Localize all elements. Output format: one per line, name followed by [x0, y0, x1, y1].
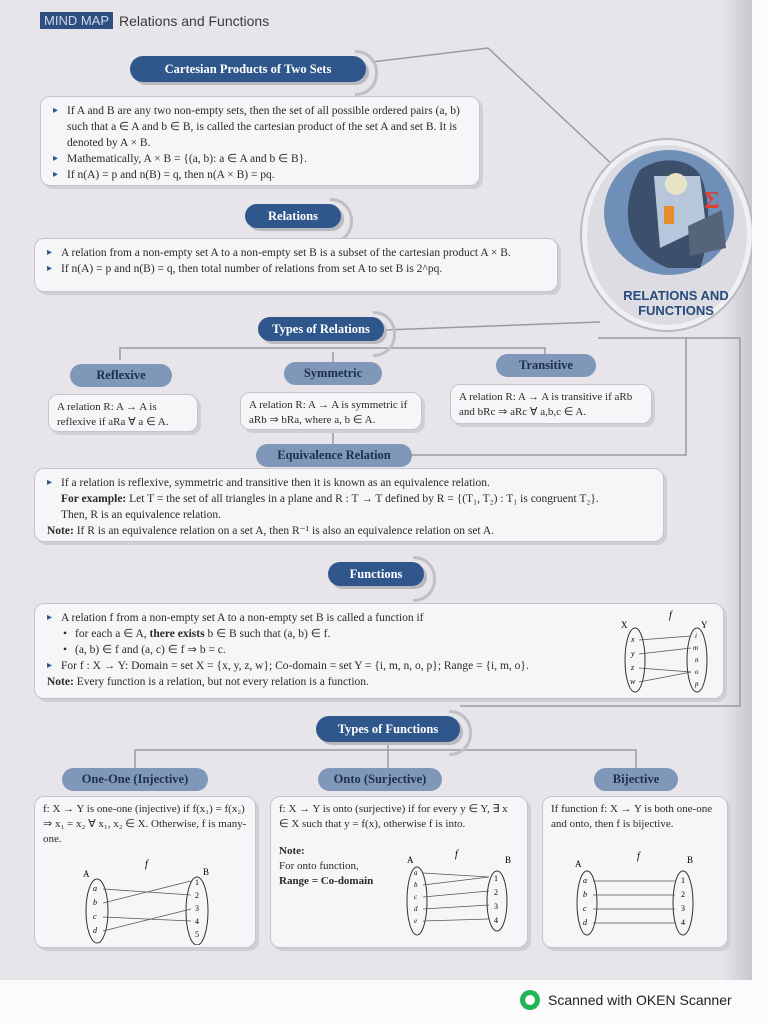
onto-label: Onto (Surjective) [318, 768, 442, 791]
onto-f: f [455, 849, 458, 860]
equivalence-example [47, 491, 651, 507]
condition-1c: b ∈ B such that (a, b) ∈ f. [207, 628, 331, 640]
function-note [47, 674, 617, 690]
function-mapping-diagram [615, 608, 715, 694]
bijective-box [542, 796, 728, 948]
bijective-diagram [571, 849, 701, 939]
on-dom-0: a [414, 869, 418, 877]
functions-heading-text: Functions [349, 567, 403, 581]
example-label: For example: [61, 493, 127, 505]
types-of-functions-heading-text: Types of Functions [337, 722, 439, 736]
diagram-x: X [621, 620, 628, 630]
function-domain-example: ▸ For f : X → Y: Domain = set X = {x, y, z, w}; Co-domain = set Y = {i, m, n, o, p}; Range = {i, m, o}. [47, 658, 617, 674]
oo-dom-2: c [93, 912, 97, 921]
on-cod-2: 3 [494, 902, 498, 911]
oo-cod-0: 1 [195, 878, 199, 887]
note-label: Note: [47, 525, 74, 537]
dom-1: y [631, 649, 635, 658]
condition-1b: there exists [149, 628, 205, 640]
cartesian-count: ▸ If n(A) = p and n(B) = q, then n(A × B) = pq. [53, 167, 467, 183]
onto-diagram [401, 847, 521, 937]
bij-f: f [637, 851, 640, 862]
on-dom-3: d [414, 905, 418, 913]
onto-box [270, 796, 528, 948]
one-one-diagram [79, 857, 219, 945]
example-text: Let T = the set of all triangles in a plane and R : T → T defined by R = {(T₁, T₂) : T₁ is congruent T₂}. [129, 493, 599, 505]
equivalence-conclusion: Then, R is an equivalence relation. [61, 509, 221, 521]
oo-dom-0: a [93, 884, 97, 893]
cod-2: n [695, 656, 699, 664]
function-note-text: Every function is a relation, but not every relation is a function. [76, 676, 369, 688]
types-of-functions-heading [316, 716, 460, 742]
page-title: Relations and Functions [119, 12, 270, 29]
onto-note-label: Note: [279, 845, 305, 857]
one-one-set-a: A [83, 869, 90, 879]
reflexive-box: A relation R: A → A is reflexive if aRa ∀ a ∈ A. [48, 394, 198, 432]
bij-cod-0: 1 [681, 876, 685, 885]
functions-box [34, 603, 724, 699]
function-note-label: Note: [47, 676, 74, 688]
bij-set-b: B [687, 855, 694, 865]
bij-cod-1: 2 [681, 890, 685, 899]
cartesian-products-heading-text: Cartesian Products of Two Sets [164, 62, 332, 76]
function-definition: ▸ A relation f from a non-empty set A to a non-empty set B is called a function if [47, 610, 617, 626]
note-text: If R is an equivalence relation on a set A, then R⁻¹ is also an equivalence relation on set A. [76, 525, 495, 537]
bij-dom-3: d [583, 918, 587, 927]
one-one-set-b: B [203, 867, 210, 877]
onto-definition: f: X → Y is onto (surjective) if for every y ∈ Y, ∃ x ∈ X such that y = f(x), otherwise f is into. [279, 803, 508, 830]
oo-cod-1: 2 [195, 891, 199, 900]
condition-1a: for each a ∈ A, [75, 628, 147, 640]
cartesian-definition: ▸ If A and B are any two non-empty sets, then the set of all possible ordered pairs (a, b) such that a ∈ A and b ∈ B, is called the cartesian product of the set A and set B. It is denoted by A × B. [53, 103, 467, 151]
mind-map-tag: MIND MAP [40, 12, 113, 29]
function-condition-1 [47, 626, 617, 642]
oo-cod-4: 5 [195, 930, 199, 939]
on-cod-3: 4 [494, 916, 498, 925]
bij-dom-0: a [583, 876, 587, 885]
functions-heading [328, 562, 424, 586]
dom-3: w [630, 677, 636, 686]
scanner-watermark [520, 990, 732, 1010]
bij-cod-2: 3 [681, 904, 685, 913]
symmetric-box: A relation R: A → A is symmetric if aRb ⇒ bRa, where a, b ∈ A. [240, 392, 422, 430]
transitive-box: A relation R: A → A is transitive if aRb and bRc ⇒ aRc ∀ a,b,c ∈ A. [450, 384, 652, 424]
onto-note-text: For onto function, [279, 860, 359, 872]
oo-cod-2: 3 [195, 904, 199, 913]
onto-set-b: B [505, 855, 512, 865]
on-dom-4: e [414, 917, 418, 925]
one-one-definition: f: X → Y is one-one (injective) if f(x₁) = f(x₂) ⇒ x₁ = x₂ ∀ x₁, x₂ ∈ X. Otherwise, f is many-one. [43, 803, 247, 845]
diagram-f: f [669, 610, 672, 621]
symmetric-label: Symmetric [284, 362, 382, 385]
oo-dom-3: d [93, 926, 97, 935]
cod-4: p [695, 680, 699, 688]
reflexive-label: Reflexive [70, 364, 172, 387]
relations-box [34, 238, 558, 292]
cartesian-products-heading [130, 56, 366, 82]
range-equals-codomain: Range = Co-domain [279, 875, 374, 887]
oo-cod-3: 4 [195, 917, 199, 926]
on-cod-1: 2 [494, 888, 498, 897]
scanner-text: Scanned with OKEN Scanner [548, 992, 732, 1008]
bijective-label: Bijective [594, 768, 678, 791]
onto-set-a: A [407, 855, 414, 865]
svg-text:Σ: Σ [704, 188, 720, 214]
types-of-relations-heading [258, 317, 384, 341]
one-one-f: f [145, 859, 148, 870]
cartesian-mathematical: ▸ Mathematically, A × B = {(a, b): a ∈ A and b ∈ B}. [53, 151, 467, 167]
on-cod-0: 1 [494, 874, 498, 883]
types-of-relations-heading-text: Types of Relations [272, 322, 370, 336]
on-dom-2: c [414, 893, 418, 901]
cod-3: o [695, 668, 699, 676]
bij-set-a: A [575, 859, 582, 869]
dom-2: z [631, 663, 635, 672]
bij-dom-1: b [583, 890, 587, 899]
oken-logo-icon [520, 990, 540, 1010]
central-topic-title: RELATIONS AND FUNCTIONS [623, 288, 729, 318]
relation-count: ▸ If n(A) = p and n(B) = q, then total number of relations from set A to set B is 2^pq. [47, 261, 545, 277]
bij-cod-3: 4 [681, 918, 685, 927]
one-one-label: One-One (Injective) [62, 768, 208, 791]
equivalence-relation-label: Equivalence Relation [256, 444, 412, 467]
transitive-label: Transitive [496, 354, 596, 377]
function-condition-2: • (a, b) ∈ f and (a, c) ∈ f ⇒ b = c. [47, 642, 617, 658]
cod-0: i [695, 632, 697, 640]
on-dom-1: b [414, 881, 418, 889]
diagram-y: Y [701, 620, 708, 630]
cod-1: m [693, 644, 699, 652]
one-one-box [34, 796, 256, 948]
bij-dom-2: c [583, 904, 587, 913]
relations-heading-text: Relations [268, 209, 318, 223]
relation-definition: ▸ A relation from a non-empty set A to a non-empty set B is a subset of the cartesian product A × B. [47, 245, 545, 261]
cartesian-products-box [40, 96, 480, 186]
equivalence-note [47, 523, 651, 539]
dom-0: x [631, 635, 635, 644]
equivalence-box [34, 468, 664, 542]
equivalence-definition: ▸ If a relation is reflexive, symmetric and transitive then it is known as an equivalence relation. [47, 475, 651, 491]
relations-heading [245, 204, 341, 228]
bijective-definition: If function f: X → Y is both one-one and onto, then f is bijective. [551, 803, 713, 830]
oo-dom-1: b [93, 898, 97, 907]
